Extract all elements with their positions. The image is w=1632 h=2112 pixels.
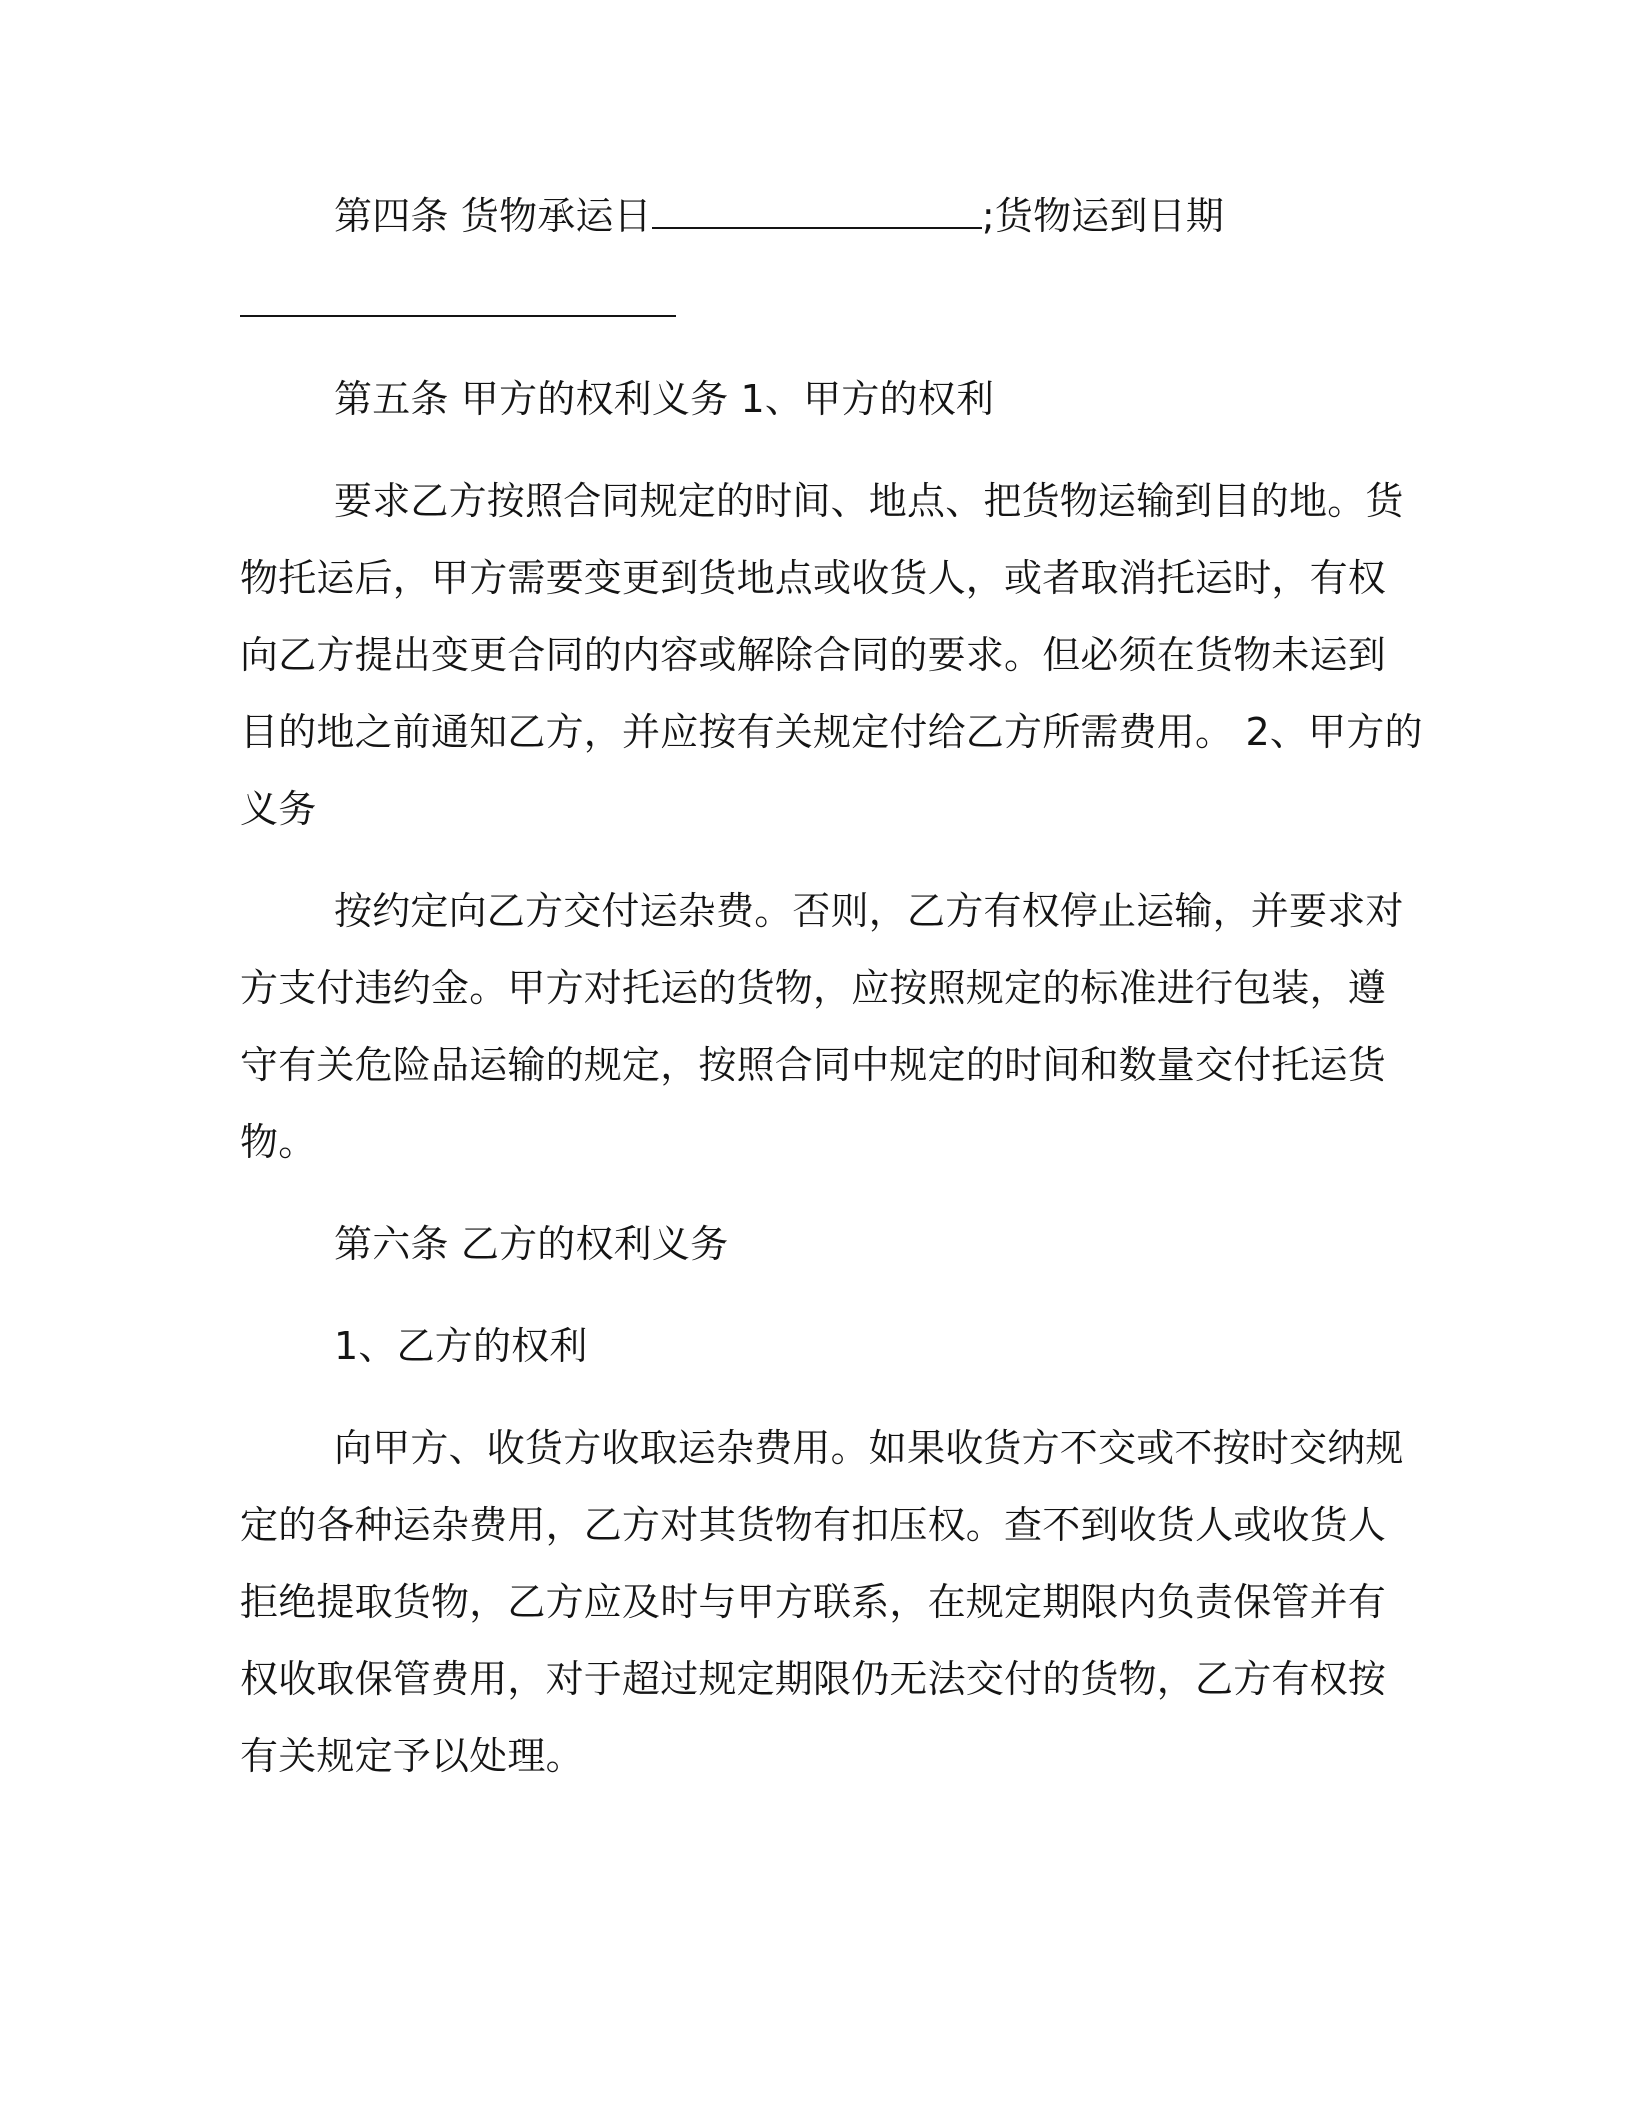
article5-obligations-line: 方支付违约金。甲方对托运的货物，应按照规定的标准进行包装，遵 (240, 966, 1387, 1010)
article5-obligations-line: 物。 (240, 1120, 317, 1164)
article5-rights-line: 向乙方提出变更合同的内容或解除合同的要求。但必须在货物未运到 (240, 633, 1387, 677)
article5-rights-line: 目的地之前通知乙方，并应按有关规定付给乙方所需费用。 2、甲方的 (240, 710, 1423, 754)
article5-heading: 第五条 甲方的权利义务 1、甲方的权利 (334, 377, 995, 421)
article4-line (334, 193, 1224, 239)
article6-subheading: 1、乙方的权利 (334, 1324, 588, 1368)
article6-rights-line: 定的各种运杂费用，乙方对其货物有扣压权。查不到收货人或收货人 (240, 1503, 1387, 1547)
article5-rights-line: 物托运后，甲方需要变更到货地点或收货人，或者取消托运时，有权 (240, 556, 1387, 600)
article5-rights-line: 要求乙方按照合同规定的时间、地点、把货物运输到目的地。货 (334, 479, 1404, 523)
article6-rights-line: 拒绝提取货物，乙方应及时与甲方联系，在规定期限内负责保管并有 (240, 1580, 1387, 1624)
article4-prefix: 第四条 货物承运日 (334, 194, 652, 238)
carry-date-blank (652, 197, 982, 229)
article5-rights-line: 义务 (240, 787, 317, 831)
article5-obligations-line: 守有关危险品运输的规定，按照合同中规定的时间和数量交付托运货 (240, 1043, 1387, 1087)
article6-rights-line: 向甲方、收货方收取运杂费用。如果收货方不交或不按时交纳规 (334, 1426, 1404, 1470)
article6-rights-line: 权收取保管费用，对于超过规定期限仍无法交付的货物，乙方有权按 (240, 1657, 1387, 1701)
article6-rights-line: 有关规定予以处理。 (240, 1734, 584, 1778)
article4-suffix: ;货物运到日期 (981, 194, 1225, 238)
article6-heading: 第六条 乙方的权利义务 (334, 1222, 729, 1266)
arrival-date-blank (240, 315, 676, 317)
article5-obligations-line: 按约定向乙方交付运杂费。否则，乙方有权停止运输，并要求对 (334, 889, 1404, 933)
